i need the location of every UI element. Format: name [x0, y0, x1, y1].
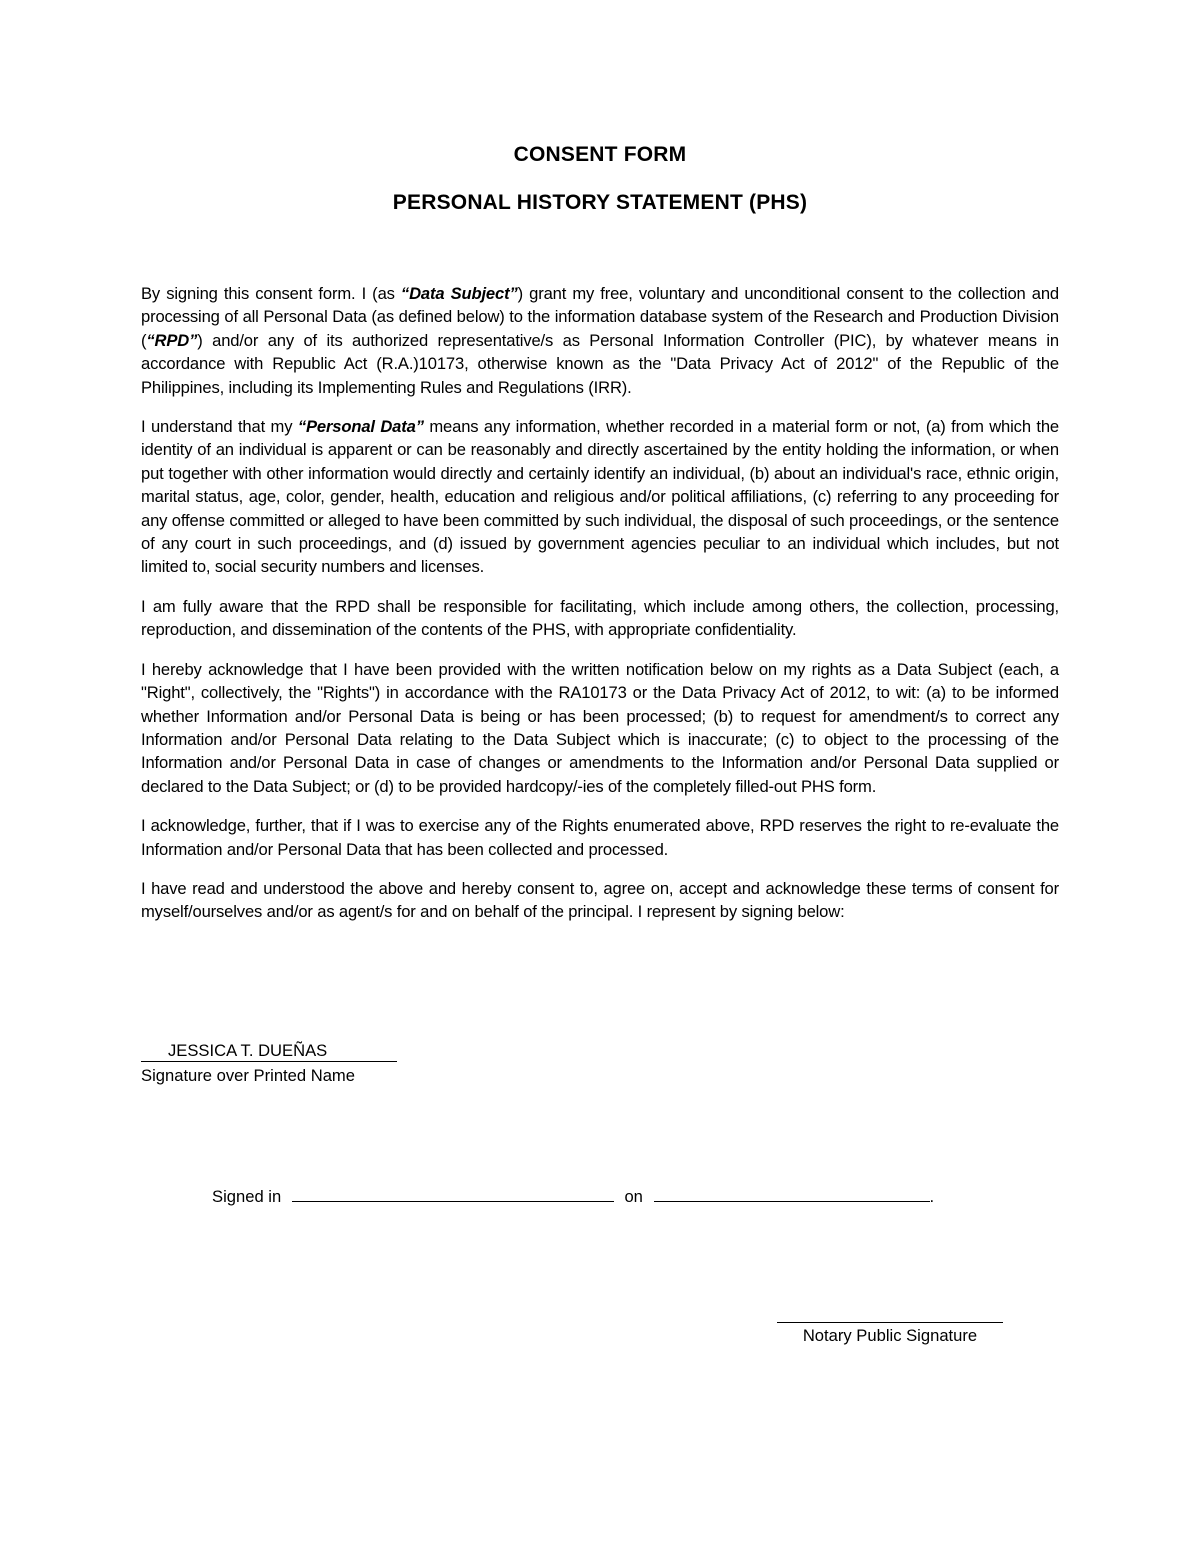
- signature-block: [141, 1040, 397, 1087]
- notary-block: [777, 1300, 1003, 1347]
- signed-on-label: on: [624, 1187, 643, 1206]
- notary-caption: Notary Public Signature: [802, 1326, 978, 1345]
- signatory-printed-name[interactable]: JESSICA T. DUEÑAS: [141, 1040, 397, 1062]
- term-personal-data: “Personal Data”: [297, 417, 424, 437]
- paragraph-final-consent: I have read and understood the above and hereby consent to, agree on, accept and acknowledge these terms of consent for myself/ourselves and/or as agent/s for and on behalf of the principal. I represent by signing below:: [141, 878, 1059, 922]
- paragraph-rights-acknowledgement: I hereby acknowledge that I have been provided with the written notification below on my rights as a Data Subject (each, a "Right", collectively, the "Rights") in accordance with the RA10173 or the Data Privacy Act of 2012, to wit: (a) to be informed whether Information and/or Personal Data is being or has been processed; (b) to request for amendment/s to correct any Information and/or Personal Data relating to the Data Subject which is inaccurate; (c) to object to the processing of the Information and/or Personal Data in case of changes or amendments to the Information and/or Personal Data supplied or declared to the Data Subject; or (d) to be provided hardcopy/-ies of the completely filled-out PHS form.: [141, 659, 1059, 796]
- signed-in-label: Signed in: [212, 1187, 282, 1206]
- form-title: CONSENT FORM: [513, 143, 687, 166]
- signed-date-field[interactable]: [654, 1183, 930, 1202]
- paragraph-consent-grant: By signing this consent form. I (as “Data Subject”) grant my free, voluntary and unconditional consent to the collection and processing of all Personal Data (as defined below) to the information database system of the Research and Production Division (“RPD”) and/or any of its authorized representative/s as Personal Information Controller (PIC), by whatever means in accordance with Republic Act (R.A.)10173, otherwise known as the "Data Privacy Act of 2012" of the Republic of the Philippines, including its Implementing Rules and Regulations (IRR).: [141, 284, 1059, 397]
- paragraph-reevaluation: I acknowledge, further, that if I was to exercise any of the Rights enumerated above, RPD reserves the right to re-evaluate the Information and/or Personal Data that has been collected and processed.: [141, 816, 1059, 859]
- term-data-subject: “Data Subject”: [400, 284, 518, 303]
- form-subtitle: PERSONAL HISTORY STATEMENT (PHS): [392, 191, 808, 214]
- signature-caption: Signature over Printed Name: [141, 1066, 355, 1085]
- signed-in-line: [212, 1183, 934, 1208]
- paragraph-personal-data-definition: I understand that my “Personal Data” means any information, whether recorded in a material form or not, (a) from which the identity of an individual is apparent or can be reasonably and directly ascertained by the entity holding the information, or when put together with other information would directly and certainly identify an individual, (b) about an individual's race, ethnic origin, marital status, age, color, gender, health, education and religious and/or political affiliations, (c) referring to any proceeding for any offense committed or alleged to have been committed by such individual, the disposal of such proceedings, or the sentence of any court in such proceedings, and (d) issued by government agencies peculiar to an individual which includes, but not limited to, social security numbers and licenses.: [141, 417, 1060, 577]
- term-rpd: “RPD”: [146, 330, 198, 350]
- signed-line-period: .: [929, 1187, 935, 1206]
- signed-place-field[interactable]: [292, 1183, 614, 1202]
- consent-body: [141, 282, 1059, 940]
- paragraph-rpd-responsibility: I am fully aware that the RPD shall be responsible for facilitating, which include among others, the collection, processing, reproduction, and dissemination of the contents of the PHS, with appropriate confidentiality.: [141, 596, 1059, 640]
- notary-signature-line[interactable]: [777, 1300, 1003, 1323]
